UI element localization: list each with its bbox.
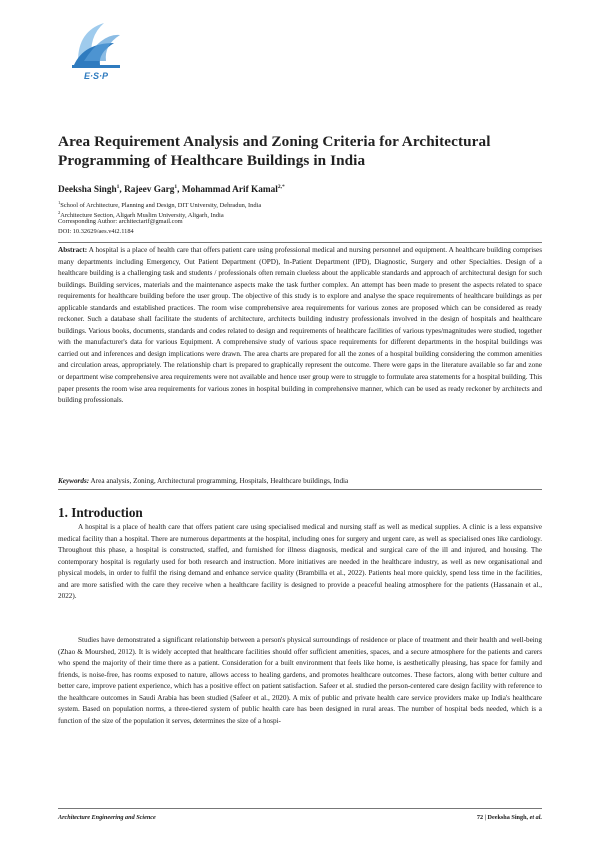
paper-title: Area Requirement Analysis and Zoning Criteria for Architectural Programming of Healthcare Buildings in India: [58, 133, 491, 169]
author-affiliation-sup: 1: [116, 184, 120, 190]
author-affiliation-sup: 1: [174, 184, 178, 190]
author-affiliation-sup: 2,*: [277, 184, 285, 190]
body-paragraph: Studies have demonstrated a significant relationship between a person's physical surroundings of residence or place of treatment and their health and well-being (Zhao & Mourshed, 2012). It is widely accepted that healthcare facilities should offer sufficient amenities, spaces, and a secure atmosphere for the patients and carers who spend the majority of their time there as a patient. Consideration for a built environment that feels like home, is aesthetically pleasing, has space for family and friends, is noise-free, has rooms exposed to nature, allows access to healing gardens, and promotes healthcare outcomes. These factors, along with better culture and better care, improve patient experience, which has a positive effect on patient satisfaction. Safeer et al. studied the person-centered care design facility with reference to the healthcare outcomes in Saudi Arabia has been studied (Safeer et al., 2020). A mix of public and private health care service providers make up India's healthcare system. Based on population norms, a three-tiered system of public health care has been designed in rural areas. The number of hospital beds needed, which is a function of the size of the population it serves, determines the size of a hospi-: [58, 636, 542, 725]
keywords-label: Keywords:: [58, 477, 90, 485]
page-number: 72: [476, 814, 484, 821]
keywords-text: Area analysis, Zoning, Architectural programming, Hospitals, Healthcare buildings, India: [89, 477, 349, 485]
author-name: Mohammad Arif Kamal: [181, 185, 278, 196]
abstract: [58, 245, 542, 407]
author-separator: ,: [119, 185, 125, 196]
affiliation-text: School of Architecture, Planning and Design, DIT University, Dehradun, India: [60, 202, 262, 210]
affiliation-text: Architecture Section, Aligarh Muslim University, Aligarh, India: [60, 211, 224, 219]
esp-logo-icon: [58, 13, 133, 88]
author-name: Deeksha Singh: [58, 185, 117, 196]
doi: DOI: 10.32629/aes.v4i2.1184: [58, 227, 134, 235]
abstract-label: Abstract:: [58, 246, 88, 254]
journal-logo: [58, 13, 133, 88]
author-name: Rajeev Garg: [124, 185, 175, 196]
keywords: [58, 476, 542, 487]
corresponding-author: Corresponding Author: architectarif@gmail.com: [58, 218, 183, 225]
abstract-text: A hospital is a place of health care that offers patient care using professional medical and nursing personnel and equipment. A healthcare building comprises many departments including Emergency, Out Patient Department (OPD), In-Patient Department (IPD), Diagnostic, Surgery and other Specialties. Design of a healthcare building is a challenging task and students / professionals often remain clueless about the applicable standards and approach of architectural design for such buildings. Building services, materials and the maintenance aspects make the task further complex. An attempt has been made to present the aspects related to space requirements for healthcare building before the user group. The objective of this study is to explore and analyse the space requirements of healthcare buildings as per applicable standards and established practices. The room wise comprehensive area requirements for various zones are proposed which can be considered as ready reckoner. Such a database shall facilitate the students of architecture, architects building industry professionals involved in the design of hospitals and healthcare buildings. Various books, documents, standards and codes related to design and requirements of healthcare facilities of various types/magnitudes were studied, together with the manufacturer's data for various Equipment. A comprehensive study of various space requirements for different departments in the hospital buildings was carried out and inferences and design implications were drawn. The area charts are prepared for all the zones of a hospital building considering the common amenities and circulation areas, appropriately. The relationship chart is prepared to graphically represent the outcome. There were gaps in the literature available so far and zone or department wise comprehensive area requirements were not available and hence user group were to struggle to formulate area statements for a hospital building. This paper presents the room wise area requirements for various zones in hospital building in comprehensive manner, which can be used as ready reckoner by architects and building professionals.: [58, 246, 542, 405]
footer-etal: et al.: [529, 814, 542, 821]
footer-author: Deeksha Singh,: [487, 814, 530, 821]
affiliation-sup: 2: [58, 209, 61, 215]
divider: [58, 242, 542, 243]
logo-text: E·S·P: [83, 71, 109, 81]
body-paragraph: A hospital is a place of health care that offers patient care using specialised medical and nursing staff as well as medical supplies. A clinic is a less expansive medical facility than a hospital. There are numerous departments at the hospital, including ones for surgery and urgent care, as well as specialised ones like cardiology. Throughout this phase, a hospital is constructed, staffed, and furnished for illness diagnosis, medical and surgical care of the ill and injured, and housing. The contemporary hospital is regularly used for both research and instruction. More initiatives are needed in the healthcare industry, as well as new organisational and physical models, in order to fulfil the rising demand and enhance service quality (Brambilla et al., 2022). Patients heal more quickly, spend less time in the facilities, and are more satisfied with the care they receive when a healthcare facility is designed to provide a peaceful healing atmosphere for the patients (Hassanain et al., 2022).: [58, 523, 542, 600]
divider: [58, 489, 542, 490]
footer-divider: [58, 808, 542, 809]
author-separator: ,: [177, 185, 182, 196]
footer-journal: Architecture Engineering and Science: [58, 814, 156, 821]
author-list: [58, 184, 548, 195]
footer-separator: |: [483, 814, 488, 821]
section-heading: 1. Introduction: [58, 505, 143, 520]
affiliation-sup: 1: [58, 200, 61, 205]
footer-page-info: [477, 814, 542, 821]
